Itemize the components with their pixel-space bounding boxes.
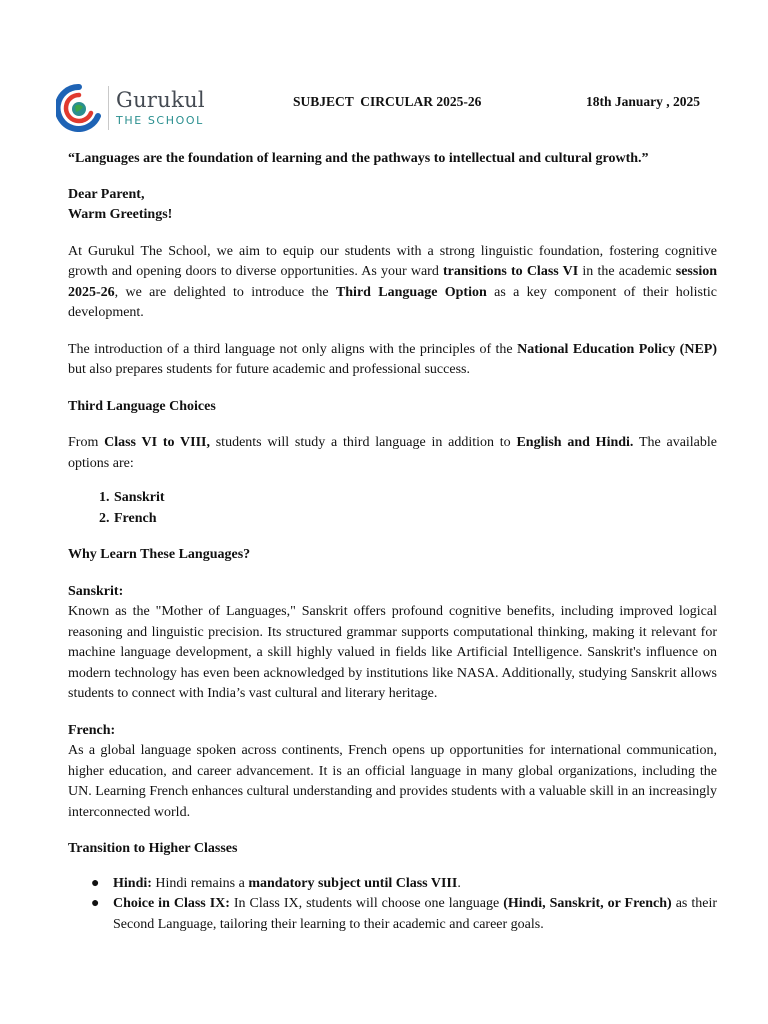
circular-date: 18th January , 2025 bbox=[585, 94, 700, 109]
sanskrit-paragraph: Known as the "Mother of Languages," Sanskrit offers profound cognitive benefits, including improved logical reasoning and linguistic precision. Its structured grammar supports computational thinking, making it relevant for machine language development, a skill highly valued in fields like Artificial Intelligence. Sanskrit's influence on modern technology has even been acknowledged by institutions like NASA. Additionally, studying Sanskrit allows students to connect with India’s vast cultural and literary heritage. bbox=[68, 604, 717, 701]
logo-divider bbox=[108, 86, 109, 130]
salutation: Dear Parent, bbox=[68, 186, 145, 202]
list-item: ● Choice in Class IX: In Class IX, students will choose one language (Hindi, Sanskrit, or French) as their Second Language, tailoring their learning to their academic and career goals. bbox=[91, 896, 717, 932]
bullet-icon: ● bbox=[91, 875, 100, 891]
letterhead bbox=[56, 84, 712, 134]
options-paragraph: From Class VI to VIII, students will study a third language in addition to English and Hindi. The available options are: bbox=[68, 435, 717, 471]
french-paragraph: As a global language spoken across continents, French opens up opportunities for international communication, higher education, and career advancement. It is an official language in many global organizations, including the UN. Learning French enhances cultural understanding and provides students with a valuable skill in an increasingly interconnected world. bbox=[68, 743, 717, 820]
logo-tagline: THE SCHOOL bbox=[116, 113, 204, 127]
nep-paragraph: The introduction of a third language not only aligns with the principles of the National Education Policy (NEP) but also prepares students for future academic and professional success. bbox=[68, 341, 717, 377]
opening-quote: “Languages are the foundation of learning and the pathways to intellectual and cultural growth.” bbox=[68, 151, 649, 166]
list-item: ● Hindi: Hindi remains a mandatory subject until Class VIII. bbox=[113, 874, 717, 895]
bullet-icon: ● bbox=[91, 896, 100, 911]
list-item: 2. French bbox=[113, 509, 717, 530]
section-heading-choices: Third Language Choices bbox=[68, 398, 216, 414]
gurukul-emblem-icon bbox=[56, 84, 102, 132]
circular-subject: SUBJECT CIRCULAR 2025-26 bbox=[293, 94, 482, 109]
letter-body bbox=[68, 149, 717, 935]
section-heading-why: Why Learn These Languages? bbox=[68, 547, 251, 562]
language-options-list bbox=[68, 488, 717, 529]
french-title: French: bbox=[68, 722, 116, 738]
transition-list bbox=[68, 874, 717, 936]
sanskrit-title: Sanskrit: bbox=[68, 583, 124, 599]
list-item: 1. Sanskrit bbox=[113, 488, 717, 509]
logo-wordmark: Gurukul bbox=[116, 87, 205, 112]
section-heading-transition: Transition to Higher Classes bbox=[68, 841, 238, 856]
school-logo bbox=[56, 84, 205, 132]
intro-paragraph: At Gurukul The School, we aim to equip our students with a strong linguistic foundation, fostering cognitive growth and opening doors to diverse opportunities. As your ward transitions to Class VI in the academic session 2025-26, we are delighted to introduce the Third Language Option as a key component of their holistic development. bbox=[68, 243, 718, 320]
greeting: Warm Greetings! bbox=[68, 207, 173, 222]
